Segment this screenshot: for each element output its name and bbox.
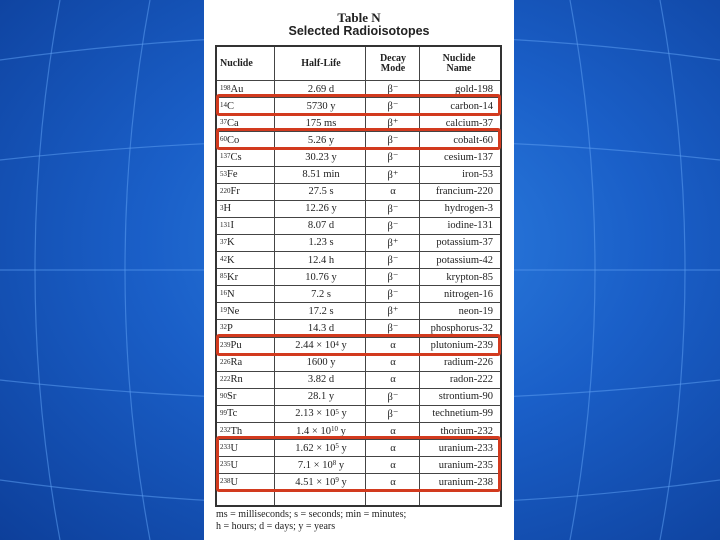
nuclide-symbol bbox=[220, 218, 275, 234]
nuclide-symbol bbox=[220, 389, 275, 405]
decay-mode: α bbox=[390, 425, 396, 437]
element-symbol: Fr bbox=[230, 186, 240, 198]
nuclide-name: neon-19 bbox=[458, 305, 493, 317]
decay-mode: α bbox=[390, 374, 396, 386]
element-symbol: Cs bbox=[230, 151, 242, 163]
half-life-value: 12.4 h bbox=[307, 254, 335, 266]
nuclide-name: plutonium-239 bbox=[430, 340, 493, 352]
table-row bbox=[217, 388, 500, 405]
highlight-box bbox=[216, 94, 501, 116]
nuclide-name: radon-222 bbox=[449, 374, 493, 386]
nuclide-symbol bbox=[220, 406, 275, 422]
nuclide-symbol bbox=[220, 252, 275, 268]
decay-mode: β⁻ bbox=[387, 255, 399, 267]
mass-number: 222 bbox=[220, 374, 231, 383]
element-symbol: N bbox=[227, 288, 235, 300]
mass-number: 32 bbox=[220, 323, 227, 332]
nuclide-name: hydrogen-3 bbox=[444, 203, 493, 215]
half-life-unit: y bbox=[336, 459, 345, 471]
header-decay-mode: Decay Mode bbox=[379, 52, 407, 74]
nuclide-symbol bbox=[220, 286, 275, 302]
highlight-box bbox=[216, 128, 501, 150]
nuclide-name: calcium-37 bbox=[445, 117, 493, 129]
element-symbol: H bbox=[223, 203, 232, 215]
nuclide-name: nitrogen-16 bbox=[444, 288, 493, 300]
nuclide-symbol bbox=[220, 149, 275, 165]
half-life-exponent: 4 bbox=[335, 339, 339, 348]
decay-mode: α bbox=[390, 476, 396, 488]
element-symbol: U bbox=[230, 476, 239, 488]
decay-mode: β⁻ bbox=[387, 289, 399, 301]
mass-number: 233 bbox=[220, 443, 231, 452]
half-life-unit: y bbox=[338, 442, 347, 454]
mass-number: 198 bbox=[220, 84, 231, 93]
half-life-value: 4.51 × 10 9 y bbox=[295, 476, 347, 488]
half-life-unit: y bbox=[338, 408, 347, 420]
mass-number: 53 bbox=[220, 169, 227, 178]
table-row bbox=[217, 354, 500, 371]
half-life-value: 1.4 × 10 10 y bbox=[296, 425, 346, 437]
half-life-unit: y bbox=[337, 425, 346, 437]
half-life-value: 28.1 y bbox=[307, 391, 335, 403]
mass-number: 37 bbox=[220, 118, 227, 127]
mass-number: 131 bbox=[220, 220, 231, 229]
element-symbol: C bbox=[227, 100, 235, 112]
nuclide-name: krypton-85 bbox=[446, 271, 493, 283]
mass-number: 42 bbox=[220, 255, 227, 264]
half-life-value: 2.69 d bbox=[307, 83, 335, 95]
half-life-exponent: 9 bbox=[335, 476, 339, 485]
table-row bbox=[217, 200, 500, 217]
footnote-line: ms = milliseconds; s = seconds; min = minutes; bbox=[216, 509, 407, 520]
decay-mode: β⁻ bbox=[387, 152, 399, 164]
half-life-value: 10.76 y bbox=[305, 271, 337, 283]
element-symbol: Au bbox=[230, 83, 244, 95]
table-footnote bbox=[216, 509, 506, 533]
decay-mode: α bbox=[390, 340, 396, 352]
highlight-box bbox=[216, 334, 501, 356]
mass-number: 19 bbox=[220, 306, 227, 315]
decay-mode: α bbox=[390, 186, 396, 198]
decay-mode: β⁻ bbox=[387, 203, 399, 215]
nuclide-name: technetium-99 bbox=[432, 408, 493, 420]
header-nuclide: Nuclide bbox=[220, 57, 253, 69]
decay-mode: β⁺ bbox=[387, 169, 399, 181]
mass-number: 235 bbox=[220, 460, 231, 469]
half-life-value: 8.07 d bbox=[307, 220, 335, 232]
nuclide-name: uranium-233 bbox=[438, 442, 493, 454]
nuclide-symbol bbox=[220, 201, 275, 217]
half-life-value: 1600 y bbox=[306, 357, 336, 369]
half-life-value: 1.23 s bbox=[308, 237, 334, 249]
half-life-value: 30.23 y bbox=[305, 151, 337, 163]
half-life-value: 2.13 × 10 5 y bbox=[295, 407, 347, 420]
nuclide-symbol bbox=[220, 355, 275, 371]
half-life-value: 5730 y bbox=[306, 100, 336, 112]
decay-mode: β⁻ bbox=[387, 272, 399, 284]
nuclide-name: potassium-42 bbox=[436, 254, 493, 266]
element-symbol: I bbox=[230, 220, 234, 232]
nuclide-symbol bbox=[220, 303, 275, 319]
decay-mode: β⁻ bbox=[387, 220, 399, 232]
decay-mode: β⁻ bbox=[387, 84, 399, 96]
mass-number: 60 bbox=[220, 135, 227, 144]
element-symbol: K bbox=[227, 254, 235, 266]
nuclide-name: radium-226 bbox=[444, 357, 493, 369]
nuclide-name: thorium-232 bbox=[440, 425, 493, 437]
element-symbol: Rn bbox=[230, 374, 243, 386]
decay-mode: β⁻ bbox=[387, 135, 399, 147]
table-row bbox=[217, 148, 500, 165]
half-life-value: 175 ms bbox=[305, 117, 337, 129]
element-symbol: Co bbox=[227, 134, 240, 146]
element-symbol: U bbox=[230, 459, 239, 471]
nuclide-name: phosphorus-32 bbox=[430, 322, 493, 334]
decay-mode: α bbox=[390, 357, 396, 369]
element-symbol: Ca bbox=[227, 117, 239, 129]
nuclide-name: iron-53 bbox=[462, 169, 493, 181]
nuclide-symbol bbox=[220, 184, 275, 200]
half-life-value: 14.3 d bbox=[307, 322, 335, 334]
element-symbol: Th bbox=[230, 425, 243, 437]
half-life-value: 3.82 d bbox=[307, 374, 335, 386]
decay-mode: β⁻ bbox=[387, 391, 399, 403]
table-header-row bbox=[217, 47, 500, 80]
half-life-value: 2.44 × 10 4 y bbox=[295, 339, 347, 352]
mass-number: 232 bbox=[220, 426, 231, 435]
nuclide-name: potassium-37 bbox=[436, 237, 493, 249]
table-title: Table N bbox=[337, 10, 381, 25]
element-symbol: Kr bbox=[227, 271, 239, 283]
table-row bbox=[217, 268, 500, 285]
table-row bbox=[217, 183, 500, 200]
table-row bbox=[217, 217, 500, 234]
table-row bbox=[217, 302, 500, 319]
nuclide-symbol bbox=[220, 372, 275, 388]
half-life-value: 5.26 y bbox=[307, 134, 335, 146]
element-symbol: Ne bbox=[227, 305, 240, 317]
mass-number: 238 bbox=[220, 477, 231, 486]
table-subtitle: Selected Radioisotopes bbox=[288, 24, 430, 38]
half-life-value: 7.1 × 10 8 y bbox=[297, 459, 345, 471]
footnote-line: h = hours; d = days; y = years bbox=[216, 521, 336, 532]
header-half-life: Half-Life bbox=[301, 57, 341, 69]
mass-number: 14 bbox=[220, 101, 227, 110]
mass-number: 99 bbox=[220, 408, 227, 417]
decay-mode: α bbox=[390, 459, 396, 471]
decay-mode: β⁻ bbox=[387, 101, 399, 113]
element-symbol: K bbox=[227, 237, 235, 249]
half-life-unit: y bbox=[338, 340, 347, 352]
nuclide-symbol bbox=[220, 167, 275, 183]
decay-mode: α bbox=[390, 442, 396, 454]
mass-number: 16 bbox=[220, 289, 227, 298]
element-symbol: Sr bbox=[227, 391, 237, 403]
half-life-exponent: 10 bbox=[330, 425, 338, 434]
half-life-value: 8.51 min bbox=[302, 169, 340, 181]
mass-number: 85 bbox=[220, 272, 227, 281]
element-symbol: P bbox=[227, 322, 233, 334]
nuclide-name: strontium-90 bbox=[438, 391, 493, 403]
mass-number: 3 bbox=[220, 203, 224, 212]
mass-number: 90 bbox=[220, 391, 227, 400]
mass-number: 239 bbox=[220, 340, 231, 349]
half-life-value: 12.26 y bbox=[305, 203, 337, 215]
element-symbol: Ra bbox=[230, 357, 243, 369]
mass-number: 137 bbox=[220, 152, 231, 161]
decay-mode: β⁺ bbox=[387, 118, 399, 130]
nuclide-name: gold-198 bbox=[455, 83, 493, 95]
element-symbol: U bbox=[230, 442, 239, 454]
element-symbol: Tc bbox=[227, 408, 238, 420]
nuclide-name: cesium-137 bbox=[444, 151, 493, 163]
half-life-exponent: 5 bbox=[335, 442, 339, 451]
table-row bbox=[217, 405, 500, 422]
document-page bbox=[204, 0, 514, 540]
table-row bbox=[217, 251, 500, 268]
highlight-box bbox=[216, 436, 501, 492]
half-life-value: 17.2 s bbox=[308, 305, 334, 317]
table-row bbox=[217, 166, 500, 183]
decay-mode: β⁺ bbox=[387, 306, 399, 318]
nuclide-name: uranium-235 bbox=[438, 459, 493, 471]
nuclide-name: uranium-238 bbox=[438, 476, 493, 488]
half-life-exponent: 8 bbox=[332, 459, 337, 468]
half-life-value: 1.62 × 10 5 y bbox=[295, 442, 347, 454]
decay-mode: β⁻ bbox=[387, 323, 399, 335]
mass-number: 226 bbox=[220, 357, 231, 366]
nuclide-symbol bbox=[220, 235, 275, 251]
mass-number: 220 bbox=[220, 186, 231, 195]
element-symbol: Fe bbox=[227, 169, 238, 181]
decay-mode: β⁻ bbox=[387, 408, 399, 420]
table-row bbox=[217, 371, 500, 388]
table-row bbox=[217, 285, 500, 302]
nuclide-symbol bbox=[220, 269, 275, 285]
nuclide-name: francium-220 bbox=[435, 186, 493, 198]
nuclide-name: cobalt-60 bbox=[453, 134, 493, 146]
half-life-exponent: 5 bbox=[335, 407, 339, 416]
mass-number: 37 bbox=[220, 237, 227, 246]
nuclide-name: iodine-131 bbox=[447, 220, 493, 232]
element-symbol: Pu bbox=[230, 340, 242, 352]
half-life-value: 7.2 s bbox=[311, 288, 331, 300]
table-row bbox=[217, 234, 500, 251]
half-life-value: 27.5 s bbox=[308, 186, 334, 198]
nuclide-name: carbon-14 bbox=[450, 100, 493, 112]
half-life-unit: y bbox=[338, 476, 347, 488]
decay-mode: β⁺ bbox=[387, 237, 399, 249]
header-nuclide-name: Nuclide Name bbox=[442, 52, 476, 74]
